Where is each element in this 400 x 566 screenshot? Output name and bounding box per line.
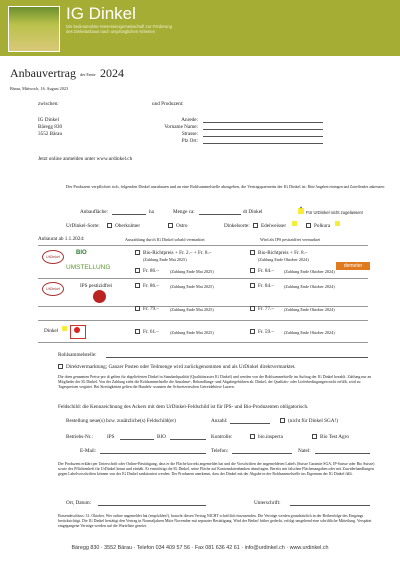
ips2-right-price: Fr. 77.–	[258, 306, 274, 312]
dinkel-right-note: (Zahlung Ende Oktober 2024)	[284, 330, 335, 335]
area-input[interactable]	[112, 214, 146, 215]
between-label: zwischen:	[38, 101, 59, 107]
place-date-label: Ort, Datum:	[66, 500, 92, 506]
star-note: Für UrDinkel nicht zugelassen!	[306, 210, 364, 215]
demeter-logo: demeter	[336, 262, 370, 270]
field-name-label: Vorname Name:	[164, 124, 198, 130]
bio-right-price: Bio-Richtpreis + Fr. 8.–	[258, 250, 308, 256]
tel-label: Telefon:	[211, 448, 229, 454]
bio-test-agro-label: Bio Test Agro	[320, 434, 349, 440]
consent-text: Der Produzent erklärt per Unterschrift oder Online-Bestätigung, dass er die Fläche korrekt angemeldet hat und die Vorschriften der angemeldeten Labels (Suisse Garantie SGA, IP-Suisse oder Bio Suisse) sowie des Pflichtenheft für UrDinkel kennt und einhält. Er ermächtigt die IG Dinkel, seine Fläche auf Kantonsdatenbanken abzufragen. Bereits mit falschen Flächenangaben oder mit Zuwiderhandlungen gegen Labelvorschriften können von der IG Dinkel sanktioniert werden. Der Produzent anerkennt, dass der Dinkel mit der Abgabe in der Rohlsammelstelle ins Eigentum der IG Dinkel fällt.	[58, 462, 375, 476]
area-unit: ha	[149, 209, 154, 215]
field-photo	[8, 6, 60, 52]
qty-unit: dt Dinkel	[243, 209, 263, 215]
dinkel-right-price: Fr. 59.–	[258, 329, 274, 335]
sort-polkura-label: Polkura	[314, 223, 331, 229]
bio-right-checkbox[interactable]	[250, 250, 255, 255]
natel-input[interactable]	[315, 453, 370, 454]
bio-inspecta-checkbox[interactable]	[250, 434, 255, 439]
price-text: Die oben genannten Preise pro dt gelten für abgelieferten Dinkel in Standardqualität (Qualitätsraster IG Dinkel) und werden von der Rohlsammelstelle im Auftrag der IG Dinkel bezahlt. Zahlung nur an Mitglieder der IG Dinkel. Von der Zahlung zieht die Rohlsammelstelle die Annahme-, Behandlungs- und Abgabegebühren ab. Dinkel, der Qualitäts- oder Lieferbedingungen nicht erfüllt, wird zu Tagespreisen vergütet. Bei Streitigkeiten gelten die Handels- usanzen der Schweizerischen Getreidebörse Luzern.	[58, 375, 372, 389]
place-date: Bärau, Mittwoch, 16. August 2023	[10, 86, 69, 91]
ips-right-note: (Zahlung Ende Oktober 2024)	[284, 284, 335, 289]
count-label: Anzahl:	[211, 418, 228, 424]
star-marker-3	[335, 221, 340, 226]
swiss-garantie-icon	[74, 327, 80, 333]
dinkel-sort-label: Dinkelsorte:	[224, 223, 250, 229]
brand-title: IG Dinkel	[66, 4, 136, 23]
ips-number-input[interactable]	[120, 439, 154, 440]
star-marker-2	[292, 221, 297, 226]
sort-polkura-checkbox[interactable]	[306, 223, 311, 228]
urdinkel-logo: UrDinkel	[42, 282, 64, 296]
for-year-label: der Ernte	[80, 72, 96, 77]
online-note: Jetzt online anmelden unter www.urdinkel.ch	[38, 156, 133, 162]
sort-ostro-label: Ostro	[176, 223, 188, 229]
umst-left-note: (Zahlung Ende Mai 2025)	[170, 269, 214, 274]
ipsuisse-logo	[93, 290, 106, 303]
bio-short-label: BIO	[157, 434, 166, 440]
header-banner	[0, 0, 400, 56]
bio-suisse-logo: BIO	[76, 250, 87, 256]
field-street-label: Strasse:	[181, 131, 198, 137]
ips-short-label: IPS	[107, 434, 115, 440]
field-city-input[interactable]	[203, 143, 323, 144]
umst-right-price: Fr. 84.–	[258, 268, 274, 274]
dinkel-left-note: (Zahlung Ende Mai 2025)	[170, 330, 214, 335]
ips2-right-note: (Zahlung Ende Oktober 2024)	[284, 307, 335, 312]
not-sga-note: (nicht für Dinkel SGA!)	[288, 418, 338, 424]
ips-left-note: (Zahlung Ende Mai 2025)	[170, 284, 214, 289]
ips-left-checkbox[interactable]	[135, 283, 140, 288]
field-anrede-label: Anrede:	[181, 117, 198, 123]
row-divider	[38, 342, 368, 343]
sort-ostro-checkbox[interactable]	[168, 223, 173, 228]
ips2-left-note: (Zahlung Ende Mai 2025)	[170, 307, 214, 312]
qty-input[interactable]	[199, 214, 241, 215]
email-input[interactable]	[100, 453, 206, 454]
signature-label: Unterschrift:	[254, 500, 281, 506]
field-anrede-input[interactable]	[203, 122, 323, 123]
bio-number-input[interactable]	[170, 439, 206, 440]
order-label: Bestellung neue(s) bzw. zusätzliche(s) Feldschild(er)	[66, 418, 176, 424]
direct-label: Direktvermarktung; Ganzer Posten oder Teilmenge wird zurückgenommen und als UrDinkel direktvermarktet.	[66, 364, 296, 370]
ips-label: IPS pestizidfrei	[80, 283, 113, 289]
umst-right-checkbox[interactable]	[250, 268, 255, 273]
bio-left-note: (Zahlung Ende Mai 2025)	[143, 257, 187, 262]
row-divider	[38, 245, 368, 246]
field-city-label: Plz Ort:	[181, 138, 198, 144]
bio-inspecta-label: bio.inspecta	[258, 434, 283, 440]
ips2-right-checkbox[interactable]	[250, 306, 255, 311]
dinkel-right-checkbox[interactable]	[250, 329, 255, 334]
count-input[interactable]	[230, 423, 270, 424]
ips-left-price: Fr. 86.–	[143, 283, 159, 289]
org-line-1: IG Dinkel	[38, 117, 59, 123]
since-label: Anbaurat ab 1.1.2024:	[38, 236, 85, 242]
row-divider	[38, 320, 368, 321]
doc-title: Anbauvertrag	[10, 66, 76, 80]
field-sign-label: Feldschild: die Kennzeichnung des Ackers mit dem UrDinkel-Feldschild ist für IPS- und Bio-Produzenten obligatorisch.	[58, 404, 309, 410]
tel-input[interactable]	[232, 453, 292, 454]
sort-edelweisser-checkbox[interactable]	[253, 223, 258, 228]
org-line-2: Bäregg 830	[38, 124, 63, 130]
doc-year: 2024	[100, 66, 124, 80]
brand-subtitle: Die bedeutendste Interessengemeinschaft zur Förderung des Dinkelanbaus nach ursprünglichen Kriterien	[66, 24, 172, 35]
qty-label: Menge ca:	[173, 209, 195, 215]
note-2: Wird als IPS pestizidfrei vermarktet	[260, 237, 321, 242]
note-1: Auszahlung durch IG Dinkel sobald vermarktet	[125, 237, 205, 242]
email-label: E-Mail:	[80, 448, 97, 454]
sort-oberkulmer-label: Oberkulmer	[115, 223, 141, 229]
bio-test-agro-checkbox[interactable]	[312, 434, 317, 439]
sammelstelle-input[interactable]	[106, 357, 368, 358]
dinkel-left-checkbox[interactable]	[135, 329, 140, 334]
ips2-left-checkbox[interactable]	[135, 306, 140, 311]
star-icon: *	[299, 207, 303, 212]
sort-edelweisser-label: Edelweisser	[261, 223, 287, 229]
ips-right-price: Fr. 84.–	[258, 283, 274, 289]
field-street-input[interactable]	[203, 136, 323, 137]
bio-right-note: (Zahlung Ende Oktober 2024)	[258, 257, 309, 262]
betrieb-label: Betriebs-Nr.:	[66, 434, 93, 440]
umst-left-checkbox[interactable]	[135, 268, 140, 273]
field-name-input[interactable]	[203, 129, 323, 130]
area-label: Anbaufläche:	[80, 209, 108, 215]
umst-left-price: Fr. 86.–	[143, 268, 159, 274]
ips2-left-price: Fr. 79.–	[143, 306, 159, 312]
ips-right-checkbox[interactable]	[250, 283, 255, 288]
kontrolle-label: Kontrolle:	[211, 434, 233, 440]
producer-label: und Produzent:	[152, 101, 184, 107]
sammelstelle-label: Rohlsammelstelle:	[58, 352, 97, 358]
footer: Bäregg 830 · 3552 Bärau · Telefon 034 409 57 56 · Fax 081 636 42 61 · info@urdinkel.ch · www.urdinkel.ch	[71, 545, 329, 551]
umst-right-note: (Zahlung Ende Oktober 2024)	[284, 269, 335, 274]
not-sga-checkbox[interactable]	[280, 418, 285, 423]
bio-left-price: Bio-Richtpreis + Fr. 2.– + Fr. 8.–	[143, 250, 212, 256]
place-date-input[interactable]	[98, 505, 206, 506]
deadline-text: Einsendeschluss: 31. Oktober. Wer online angemeldet hat (empfohlen!), braucht diesen Vertrag NICHT schriftlich einzusenden. Die Verträge werden grundsätzlich in der Reihenfolge des Eingangs berücksichtigt. Die IG Dinkel bestätigt den Vertrag in Normaljahren Mitte November mit separater Bestätigung. Wird der Bedarf früher gedeckt, erfolgt umgehend eine schriftliche Mitteilung. Verspätet eingegangene Verträge werden auf die Warteliste gesetzt.	[58, 514, 372, 528]
org-line-3: 3552 Bärau	[38, 131, 63, 137]
sort-label: UrDinkel-Sorte:	[66, 223, 100, 229]
star-marker-4	[62, 326, 67, 331]
intro-text: Der Produzent verpflichtet sich, folgenden Dinkel anzubauen und an eine Rohlsammelstelle abzugeben, die Vertragspartnerin der IG Dinkel ist: Bitte Angaben eintragen und Zutreffendes ankreuzen:	[66, 184, 385, 189]
urdinkel-logo: UrDinkel	[42, 250, 64, 264]
row-divider	[38, 278, 368, 279]
umstellung-label: UMSTELLUNG	[66, 264, 111, 271]
dinkel-left-price: Fr. 61.–	[143, 329, 159, 335]
dinkel-label: Dinkel	[44, 328, 59, 334]
natel-label: Natel:	[298, 448, 311, 454]
signature-input[interactable]	[290, 505, 370, 506]
sort-oberkulmer-checkbox[interactable]	[107, 223, 112, 228]
direct-checkbox[interactable]	[58, 364, 63, 369]
bio-left-checkbox[interactable]	[135, 250, 140, 255]
